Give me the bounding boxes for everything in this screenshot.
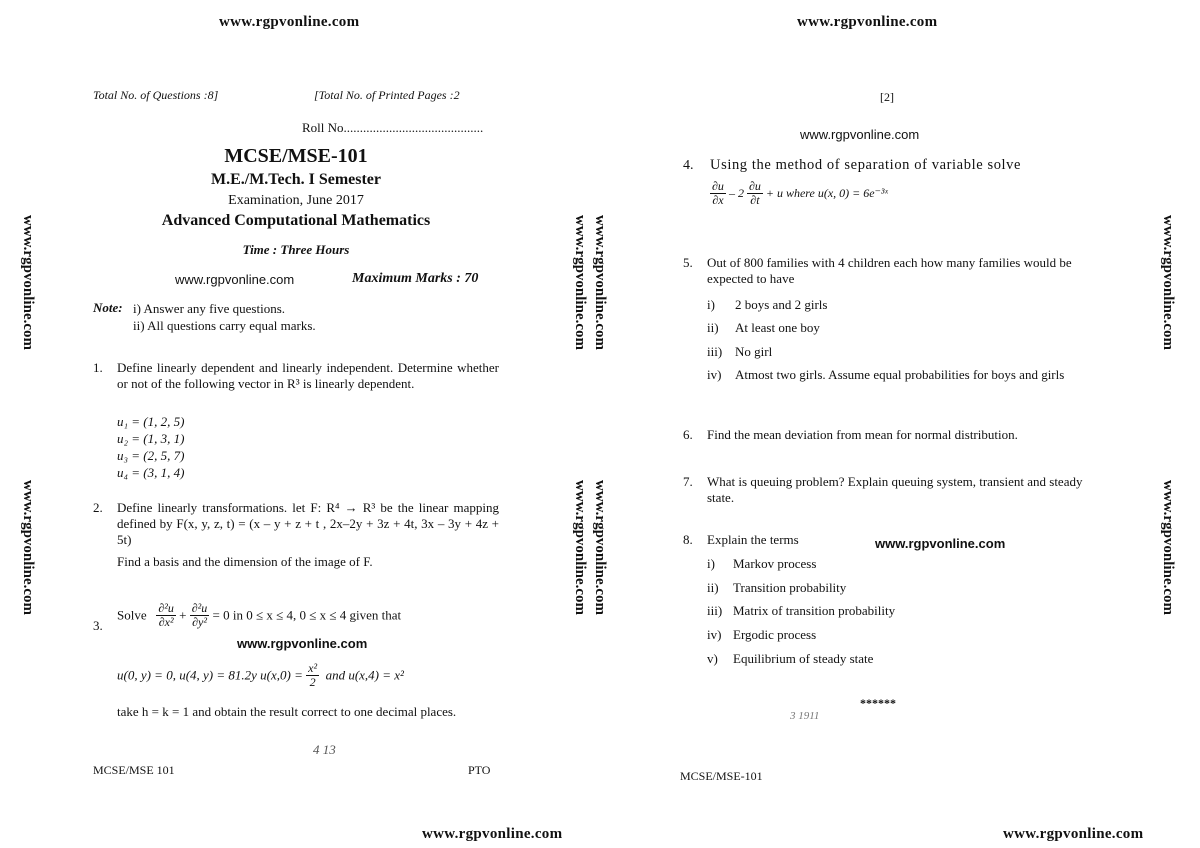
note-label: Note: [93,300,123,315]
watermark-vertical: www.rgpvonline.com [20,480,36,615]
watermark-vertical: www.rgpvonline.com [592,480,608,615]
handwritten-note: 4 13 [313,742,336,757]
q3-bc-frac: $\frac{\text{x²}}{2}$ [308,661,318,689]
q5-item-label: ii) [707,320,719,335]
question-3-equation [117,602,401,629]
paper-code: MCSE/MSE-101 [224,145,368,167]
q5-item-label: iii) [707,344,723,359]
q5-item-label: iv) [707,367,722,382]
q3-frac-2: $\frac{\text{∂²u}}{\text{∂y²}}$ [191,601,208,629]
q8-item-label: ii) [707,580,719,595]
q3-boundary-conditions: u(0, y) = 0, u(4, y) = 81.2y u(x,0) = $\frac{\text{x²}}{2}$ and u(x,4) = x² [117,661,404,689]
q8-item-text: Matrix of transition probability [733,603,896,618]
q8-item-label: v) [707,651,718,666]
vector-u4: u₄ = (3, 1, 4) [117,465,185,480]
q8-item-text: Equilibrium of steady state [733,651,874,666]
q8-item-text: Ergodic process [733,627,817,642]
note-1: i) Answer any five questions. [133,301,286,316]
watermark-top-left: www.rgpvonline.com [219,14,360,30]
question-1-text: Define linearly dependent and linearly independent. Determine whether or not of the following vector in R³ is linearly dependent. [117,360,499,391]
page-number: [2] [880,90,894,104]
q8-item-label: i) [707,556,715,571]
vector-u1: u₁ = (1, 2, 5) [117,414,185,429]
q5-item-label: i) [707,297,715,312]
q3-plus: + [179,607,187,623]
time: Time : Three Hours [242,242,350,257]
vector-u2: u₂ = (1, 3, 1) [117,431,185,446]
question-5-text: Out of 800 families with 4 children each how many families would be expected to have [707,255,1072,286]
footer-pto: PTO [468,763,491,777]
question-3-text: take h = k = 1 and obtain the result correct to one decimal places. [117,704,457,719]
question-2-number: 2. [93,500,103,515]
question-4-number: 4. [683,158,694,173]
watermark-vertical: www.rgpvonline.com [572,480,588,615]
maximum-marks: Maximum Marks : 70 [352,271,479,286]
footer-code: MCSE/MSE 101 [93,763,175,777]
q5-item-text: At least one boy [735,320,820,335]
watermark-vertical: www.rgpvonline.com [20,215,36,350]
q8-item-text: Transition probability [733,580,847,595]
note-2: ii) All questions carry equal marks. [133,318,316,333]
question-1-number: 1. [93,360,103,375]
site-text: www.rgpvonline.com [175,272,295,287]
question-2-text-2: Find a basis and the dimension of the image of F. [117,554,373,569]
footer-code: MCSE/MSE-101 [680,769,763,783]
question-8-text: Explain the terms [707,532,799,547]
question-4-text: Using the method of separation of variable solve [710,157,1022,173]
watermark-bottom-left: www.rgpvonline.com [422,826,563,842]
q3-eq-rest: = 0 in 0 ≤ x ≤ 4, 0 ≤ x ≤ 4 given that [212,607,402,623]
question-5-number: 5. [683,255,693,270]
watermark-vertical: www.rgpvonline.com [572,215,588,350]
question-6-text: Find the mean deviation from mean for normal distribution. [707,427,1018,442]
total-questions: Total No. of Questions :8] [93,88,219,102]
q8-item-label: iii) [707,603,723,618]
question-6-number: 6. [683,427,693,442]
q5-item-text: No girl [735,344,773,359]
handwritten-note: 3 1911 [790,710,820,722]
q3-solve: Solve [117,607,147,623]
examination: Examination, June 2017 [228,193,364,208]
question-2-text: Define linearly transformations. let F: R⁴ → R³ be the linear mapping defined by F(x, y, z, t) = (x – y + z + t , 2x–2y + 3z + 4t, 3x – 3y + 4z + 5t) [117,500,499,547]
question-7-text: What is queuing problem? Explain queuing system, transient and steady state. [707,474,1083,505]
q5-item-text: Atmost two girls. Assume equal probabilities for boys and girls [735,367,1065,382]
degree: M.E./M.Tech. I Semester [210,171,382,188]
printed-pages: [Total No. of Printed Pages :2 [314,88,460,102]
watermark-vertical: www.rgpvonline.com [1160,215,1176,350]
q8-site-text: www.rgpvonline.com [875,536,1006,551]
q3-frac-1: $\frac{\text{∂²u}}{\text{∂x²}}$ [158,601,174,629]
q3-site-text: www.rgpvonline.com [237,636,368,651]
subject-title: Advanced Computational Mathematics [161,212,431,229]
roll-no: Roll No........................................... [302,120,484,135]
site-text: www.rgpvonline.com [800,127,920,142]
question-7-number: 7. [683,474,693,489]
watermark-bottom-right: www.rgpvonline.com [1003,826,1144,842]
end-stars: ****** [860,696,896,710]
question-4-equation: $\frac{\partial u}{\partial x}$ – 2 $\frac{\partial u}{\partial t}$ + u where u(x, 0) = 6e⁻³ˣ [712,179,888,207]
watermark-vertical: www.rgpvonline.com [592,215,608,350]
q8-item-label: iv) [707,627,722,642]
watermark-vertical: www.rgpvonline.com [1160,480,1176,615]
vector-u3: u₃ = (2, 5, 7) [117,448,185,463]
question-8-number: 8. [683,532,693,547]
q8-item-text: Markov process [733,556,817,571]
watermark-top-right: www.rgpvonline.com [797,14,938,30]
q5-item-text: 2 boys and 2 girls [735,297,828,312]
question-3-number: 3. [93,618,103,633]
